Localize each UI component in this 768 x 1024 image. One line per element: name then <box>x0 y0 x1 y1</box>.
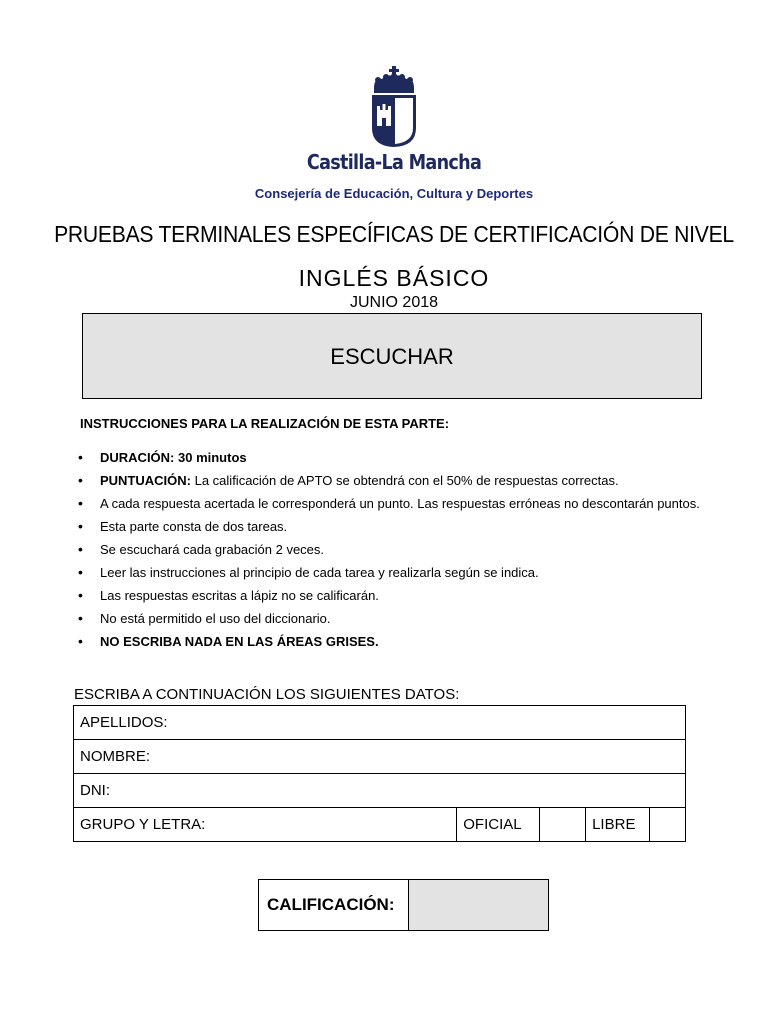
oficial-checkbox[interactable] <box>540 808 586 842</box>
form-heading: ESCRIBA A CONTINUACIÓN LOS SIGUIENTES DATOS: <box>74 686 460 703</box>
oficial-label: OFICIAL <box>457 808 540 842</box>
dni-label: DNI: <box>80 782 110 799</box>
instruction-item: • Leer las instrucciones al principio de cada tarea y realizarla según se indica. <box>78 561 714 584</box>
section-title: ESCUCHAR <box>330 344 454 369</box>
instruction-item: • No está permitido el uso del diccionario. <box>78 607 714 630</box>
libre-label: LIBRE <box>586 808 650 842</box>
dni-field[interactable] <box>74 774 686 808</box>
instruction-item: • Esta parte consta de dos tareas. <box>78 515 714 538</box>
instruction-item: • Se escuchará cada grabación 2 veces. <box>78 538 714 561</box>
grupo-label: GRUPO Y LETRA: <box>80 816 206 833</box>
instruction-item: • Las respuestas escritas a lápiz no se calificarán. <box>78 584 714 607</box>
apellidos-field[interactable] <box>74 706 686 740</box>
section-box <box>82 313 702 399</box>
instruction-item: • NO ESCRIBA NADA EN LAS ÁREAS GRISES. <box>78 630 714 653</box>
coat-of-arms-icon <box>364 66 424 148</box>
brand-name: Castilla-La Mancha <box>306 150 482 174</box>
instructions-heading: INSTRUCCIONES PARA LA REALIZACIÓN DE ESTA PARTE: <box>80 416 450 431</box>
grade-box <box>258 879 549 931</box>
exam-title: PRUEBAS TERMINALES ESPECÍFICAS DE CERTIFICACIÓN DE NIVEL <box>54 221 734 247</box>
apellidos-label: APELLIDOS: <box>80 714 168 731</box>
exam-date: JUNIO 2018 <box>349 294 439 311</box>
department-name: Consejería de Educación, Cultura y Deportes <box>254 186 534 201</box>
grade-value-area <box>409 880 549 931</box>
instruction-item: • A cada respuesta acertada le corresponderá un punto. Las respuestas erróneas no descontarán puntos. <box>78 492 714 515</box>
nombre-field[interactable] <box>74 740 686 774</box>
student-data-form <box>73 705 686 842</box>
exam-level: INGLÉS BÁSICO <box>298 265 490 291</box>
instruction-item: • DURACIÓN: 30 minutos <box>78 446 714 469</box>
instructions-list <box>78 446 714 653</box>
grupo-field[interactable] <box>74 808 457 842</box>
nombre-label: NOMBRE: <box>80 748 151 765</box>
libre-checkbox[interactable] <box>650 808 686 842</box>
instruction-item: • PUNTUACIÓN: La calificación de APTO se obtendrá con el 50% de respuestas correctas. <box>78 469 714 492</box>
grade-label: CALIFICACIÓN: <box>259 880 409 931</box>
